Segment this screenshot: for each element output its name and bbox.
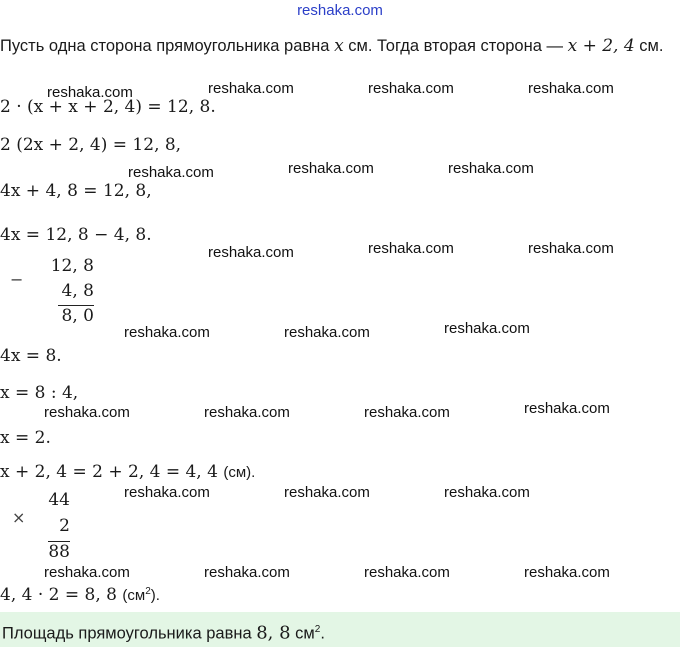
watermark: reshaka.com bbox=[524, 400, 610, 417]
equation-step: 2 (2x + 2, 4) = 12, 8, bbox=[0, 135, 182, 155]
answer-value: 8, 8 bbox=[256, 622, 291, 644]
minuend: 12, 8 bbox=[50, 256, 94, 276]
equation-step: 4x = 8. bbox=[0, 346, 62, 366]
intro-text: Пусть одна сторона прямоугольника равна bbox=[0, 37, 335, 55]
equation-step: x = 2. bbox=[0, 428, 51, 448]
equation-step: x = 8 : 4, bbox=[0, 383, 79, 403]
difference: 8, 0 bbox=[61, 306, 94, 326]
product: 88 bbox=[48, 542, 70, 562]
watermark: reshaka.com bbox=[124, 484, 210, 501]
watermark: reshaka.com bbox=[448, 160, 534, 177]
watermark: reshaka.com bbox=[204, 404, 290, 421]
watermark: reshaka.com bbox=[524, 564, 610, 581]
watermark: reshaka.com bbox=[368, 80, 454, 97]
equation-step: 4, 4 · 2 = 8, 8 bbox=[0, 585, 117, 605]
equation-step: 2 · (x + x + 2, 4) = 12, 8. bbox=[0, 97, 216, 117]
watermark: reshaka.com bbox=[284, 484, 370, 501]
watermark: reshaka.com bbox=[444, 484, 530, 501]
unit-cm: (см). bbox=[223, 464, 256, 481]
equation-step-with-unit bbox=[0, 462, 255, 482]
answer-unit-sup: 2 bbox=[314, 624, 321, 635]
equation-step: 4x + 4, 8 = 12, 8, bbox=[0, 181, 152, 201]
watermark: reshaka.com bbox=[364, 564, 450, 581]
watermark: reshaka.com bbox=[288, 160, 374, 177]
watermark: reshaka.com bbox=[128, 164, 214, 181]
watermark: reshaka.com bbox=[364, 404, 450, 421]
watermark: reshaka.com bbox=[44, 404, 130, 421]
multiplicand: 44 bbox=[48, 490, 70, 510]
watermark: reshaka.com bbox=[284, 324, 370, 341]
site-header-logo[interactable]: reshaka.com bbox=[297, 2, 383, 19]
equation-step-with-unit bbox=[0, 585, 160, 605]
watermark: reshaka.com bbox=[444, 320, 530, 337]
watermark: reshaka.com bbox=[368, 240, 454, 257]
watermark: reshaka.com bbox=[528, 80, 614, 97]
answer-unit: см bbox=[290, 624, 315, 643]
multiplier: 2 bbox=[59, 516, 70, 536]
intro-paragraph bbox=[0, 30, 676, 63]
equation-step: x + 2, 4 = 2 + 2, 4 = 4, 4 bbox=[0, 462, 218, 482]
intro-unit: см. bbox=[634, 37, 664, 55]
watermark: reshaka.com bbox=[208, 80, 294, 97]
side-expression: x + 2, 4 bbox=[567, 36, 635, 56]
watermark: reshaka.com bbox=[47, 84, 133, 101]
watermark: reshaka.com bbox=[528, 240, 614, 257]
answer-text: Площадь прямоугольника равна bbox=[2, 624, 257, 643]
watermark: reshaka.com bbox=[208, 244, 294, 261]
variable-x: x bbox=[334, 36, 344, 56]
watermark: reshaka.com bbox=[44, 564, 130, 581]
answer-bar: Площадь прямоугольника равна 8, 8 $см^2$. bbox=[0, 612, 680, 647]
watermark: reshaka.com bbox=[124, 324, 210, 341]
unit-cm2: $(см^2)$. bbox=[122, 586, 160, 604]
watermark: reshaka.com bbox=[204, 564, 290, 581]
equation-step: 4x = 12, 8 − 4, 8. bbox=[0, 225, 152, 245]
times-operator: × bbox=[12, 508, 26, 527]
minus-operator: − bbox=[10, 270, 24, 289]
intro-text-2: см. Тогда вторая сторона — bbox=[343, 37, 568, 55]
subtrahend: 4, 8 bbox=[61, 281, 94, 301]
